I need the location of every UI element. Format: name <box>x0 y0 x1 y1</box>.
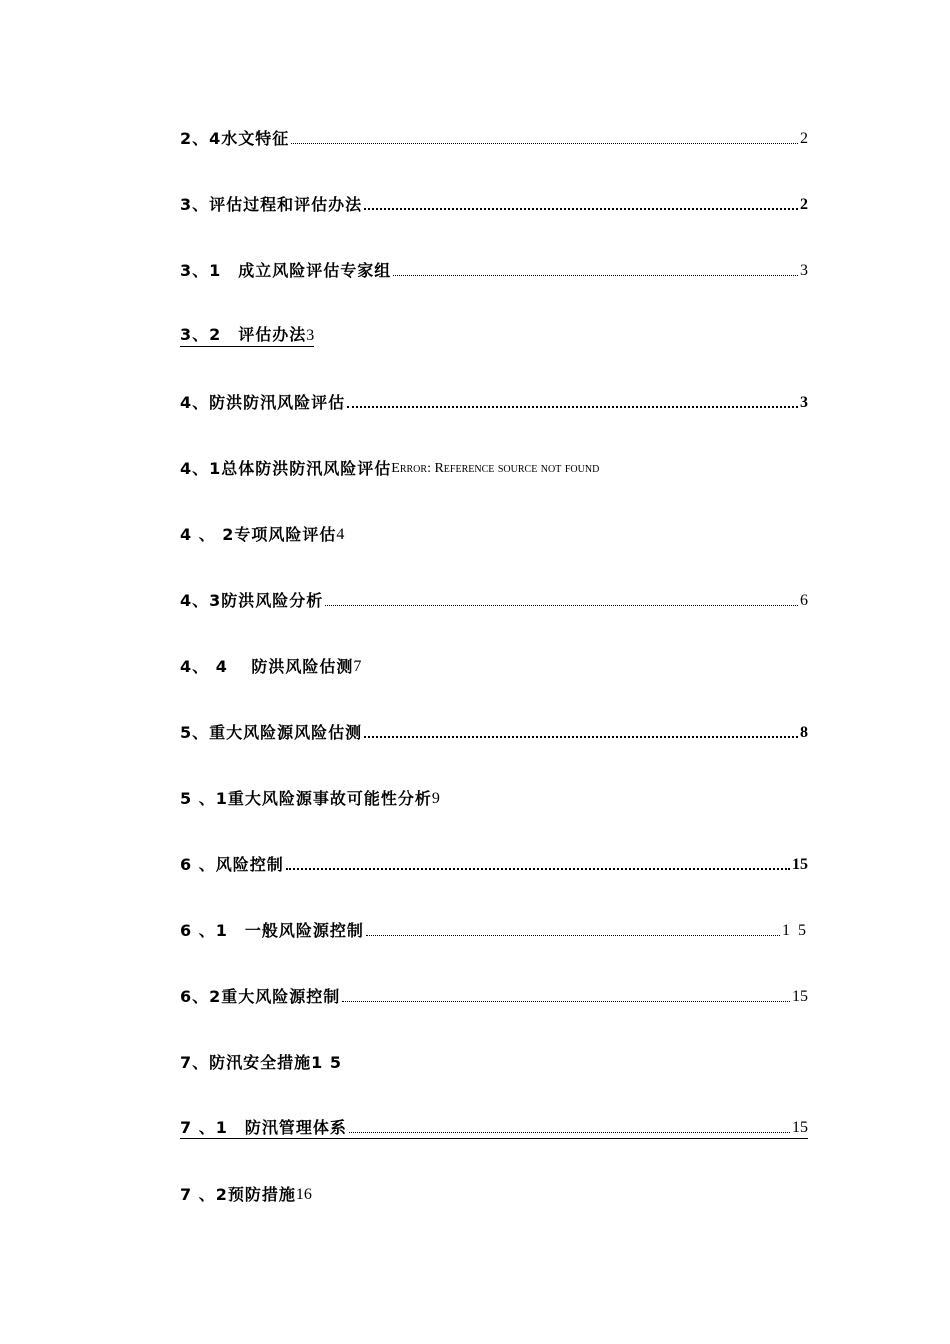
toc-entry-page: 9 <box>431 790 440 807</box>
toc-entry[interactable] <box>180 1181 808 1205</box>
toc-entry-title: 4、3防洪风险分析 <box>180 591 324 610</box>
toc-entry-page: 15 <box>792 1119 808 1136</box>
toc-entry-title: 6 、风险控制 <box>180 855 284 874</box>
toc-entry[interactable] <box>180 587 808 611</box>
toc-entry-title: 4、 4 防洪风险估测 <box>180 657 354 676</box>
toc-entry-title: 3、1 成立风险评估专家组 <box>180 261 392 280</box>
toc-entry-title: 7 、2预防措施 <box>180 1185 296 1204</box>
dot-leader <box>366 935 780 936</box>
toc-entry-page: 15 <box>792 856 808 873</box>
toc-entry[interactable] <box>180 983 808 1007</box>
reference-error-text: Error: Reference source not found <box>391 461 600 476</box>
toc-entry-title: 7 、1 防汛管理体系 <box>180 1118 347 1137</box>
toc-entry-link <box>180 1118 808 1139</box>
dot-leader <box>291 143 798 144</box>
toc-entry-title: 6 、1 一般风险源控制 <box>180 921 364 940</box>
toc-entry-title: 2、4水文特征 <box>180 129 290 148</box>
toc-entry-page: 3 <box>800 262 808 279</box>
toc-entry-page: 16 <box>295 1186 312 1203</box>
toc-entry-page: 3 <box>306 327 315 344</box>
toc-entry-page: 4 <box>336 526 345 543</box>
toc-entry[interactable] <box>180 455 808 479</box>
toc-entry[interactable] <box>180 653 808 677</box>
toc-entry-title: 5 、1重大风险源事故可能性分析 <box>180 789 432 808</box>
dot-leader <box>364 208 798 210</box>
toc-entry[interactable] <box>180 917 808 941</box>
toc-entry-page: 8 <box>800 724 808 741</box>
toc-entry[interactable] <box>180 719 808 743</box>
dot-leader <box>286 868 790 870</box>
dot-leader <box>364 736 798 738</box>
toc-entry-page: 3 <box>800 394 808 411</box>
toc-entry[interactable] <box>180 389 808 413</box>
dot-leader <box>325 605 798 606</box>
toc-entry[interactable] <box>180 323 808 347</box>
toc-entry[interactable] <box>180 851 808 875</box>
toc-entry[interactable] <box>180 1049 808 1073</box>
dot-leader <box>393 275 798 276</box>
toc-entry[interactable] <box>180 125 808 149</box>
toc-entry-title: 4、防洪防汛风险评估 <box>180 393 346 412</box>
toc-entry-page: 7 <box>353 658 362 675</box>
dot-leader <box>349 1132 790 1133</box>
toc-entry-title: 3、评估过程和评估办法 <box>180 195 363 214</box>
toc-entry-title: 6、2重大风险源控制 <box>180 987 341 1006</box>
toc-entry-page: 2 <box>800 196 808 213</box>
toc-entry-title: 5、重大风险源风险估测 <box>180 723 363 742</box>
toc-entry-title: 7、防汛安全措施1 5 <box>180 1053 342 1072</box>
dot-leader <box>342 1001 790 1002</box>
dot-leader <box>347 406 798 408</box>
toc-entry-title: 3、2 评估办法 <box>180 325 307 344</box>
toc-entry[interactable] <box>180 521 808 545</box>
toc-entry-link <box>180 325 314 347</box>
toc-entry[interactable] <box>180 257 808 281</box>
toc-entry-page: 6 <box>800 592 808 609</box>
toc-entry-page: 15 <box>792 988 808 1005</box>
toc-entry-page: 2 <box>800 130 808 147</box>
toc-entry[interactable] <box>180 1115 808 1139</box>
toc-entry[interactable] <box>180 191 808 215</box>
toc-entry-page: 1 5 <box>782 922 808 939</box>
toc-entry-title: 4、1总体防洪防汛风险评估 <box>180 459 392 478</box>
toc-entry-title: 4 、 2专项风险评估 <box>180 525 337 544</box>
toc-entry[interactable] <box>180 785 808 809</box>
